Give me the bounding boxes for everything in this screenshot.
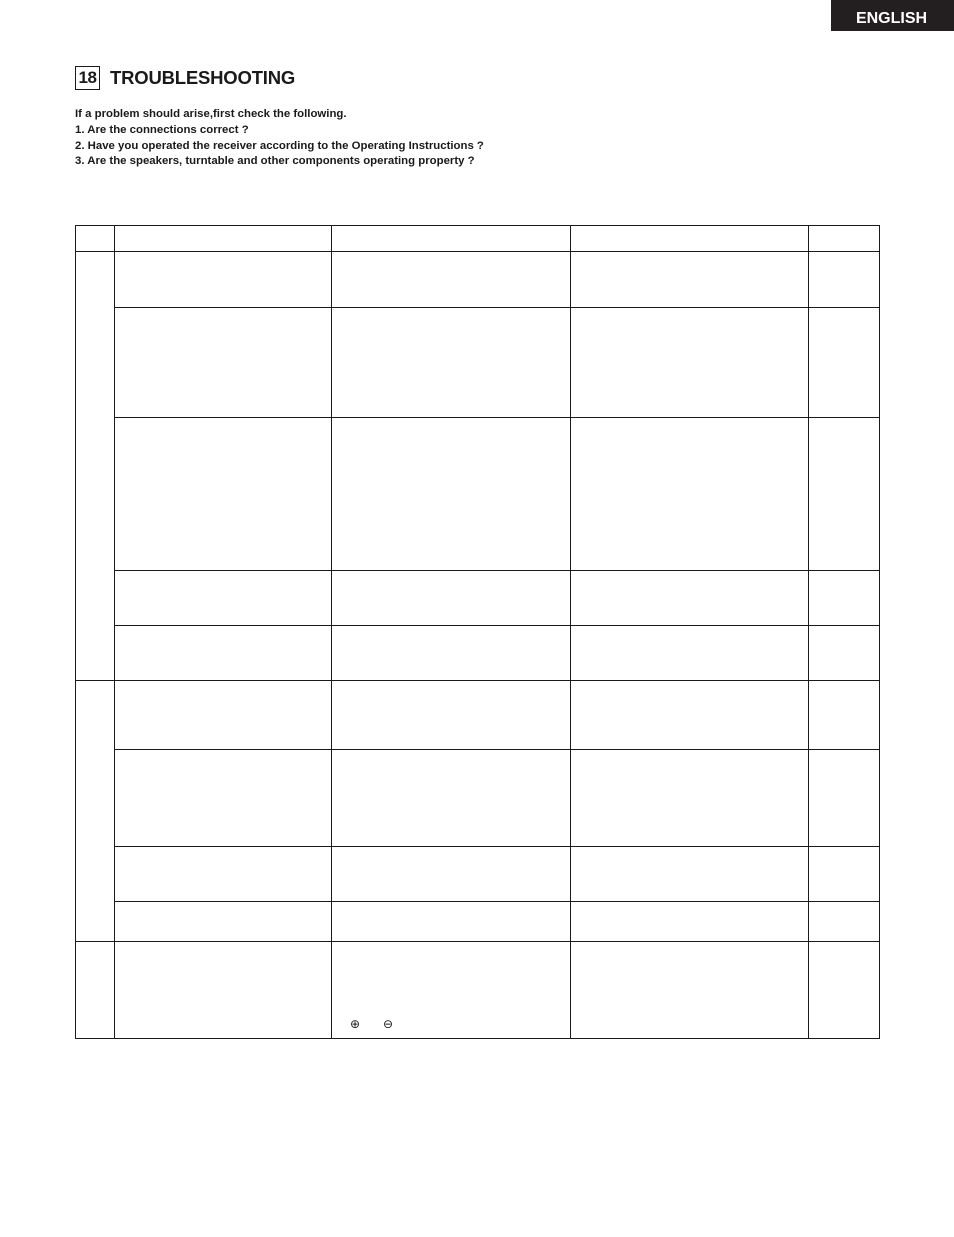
negative-terminal-symbol: ⊖ (383, 1017, 394, 1031)
intro-check-2: 2. Have you operated the receiver according to the Operating Instructions ? (75, 139, 484, 152)
section-title: TROUBLESHOOTING (110, 67, 296, 88)
table-frame (76, 226, 880, 1039)
section-number: 18 (75, 66, 100, 90)
intro-lead: If a problem should arise,first check the following. (75, 108, 347, 120)
intro-check-3: 3. Are the speakers, turntable and other components operating property ? (75, 155, 475, 168)
language-tab: ENGLISH (831, 0, 954, 31)
positive-terminal-symbol: ⊕ (350, 1017, 361, 1031)
intro-check-1: 1. Are the connections correct ? (75, 123, 249, 136)
